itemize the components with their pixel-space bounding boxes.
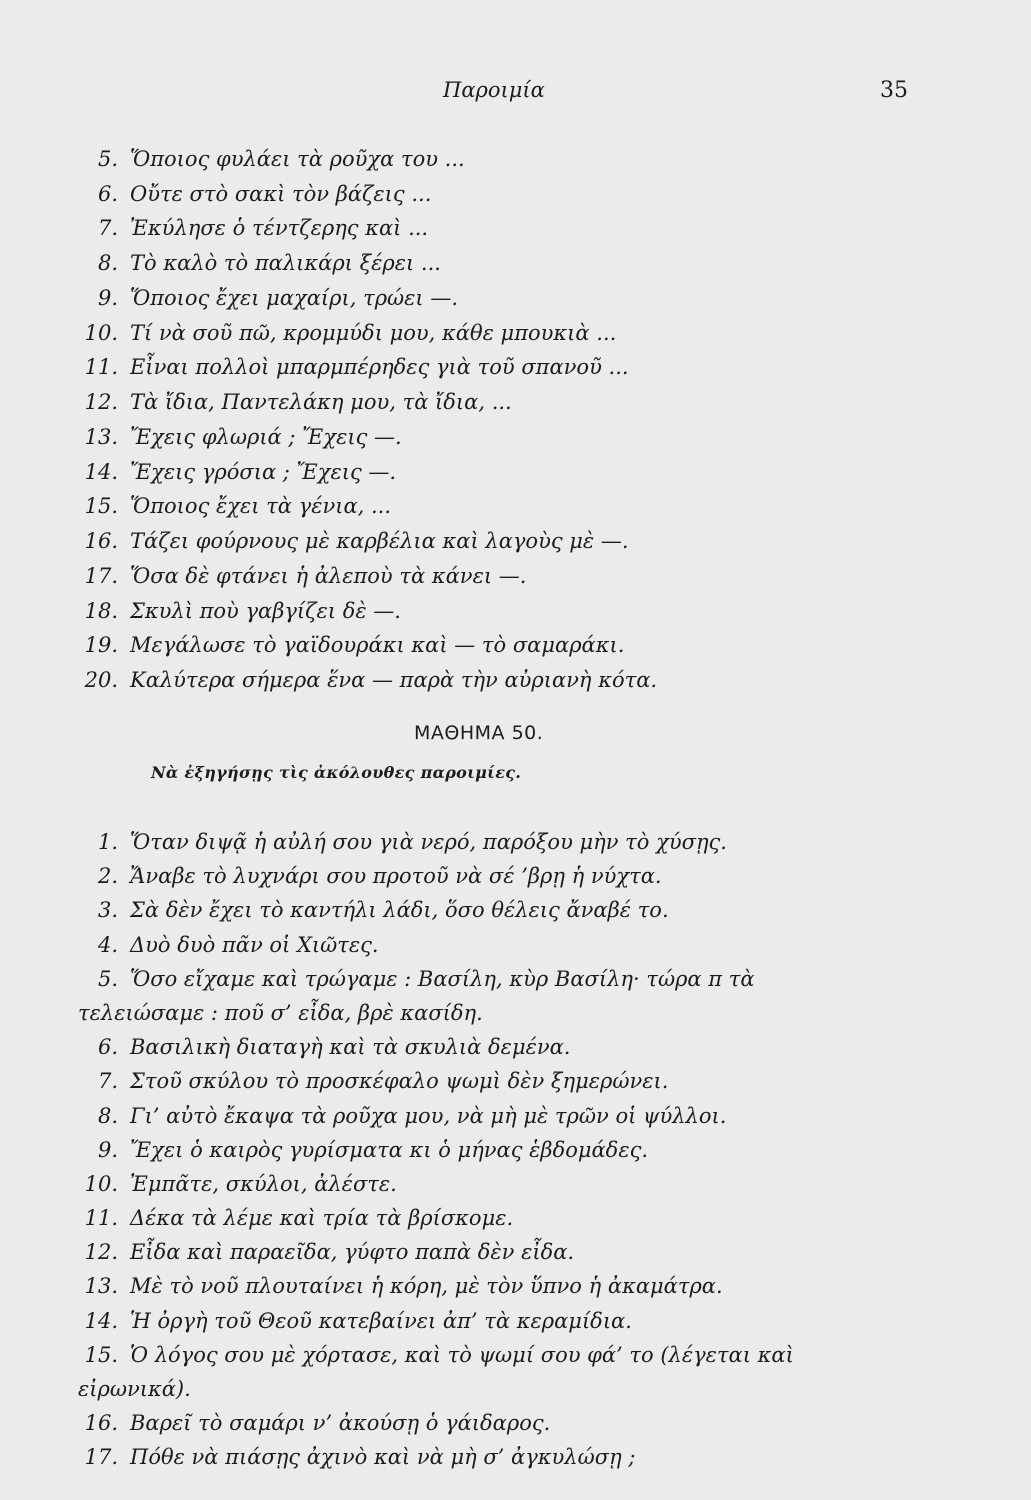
list-item (0, 1406, 1031, 1440)
list-item (0, 246, 1031, 281)
item-text: Ὅποιος φυλάει τὰ ροῦχα του ... (130, 147, 465, 171)
list-item (0, 385, 1031, 420)
list-item (0, 1235, 1031, 1269)
item-text: Ὅσο εἴχαμε καὶ τρώγαμε : Βασίλη, κὺρ Βασίλη· τώρα π τὰ (130, 966, 755, 991)
item-text: Ἔχει ὁ καιρὸς γυρίσματα κι ὁ μήνας ἑβδομάδες. (130, 1137, 649, 1162)
item-number: 5. (97, 966, 118, 991)
item-text: Ἐμπᾶτε, σκύλοι, ἀλέστε. (130, 1171, 397, 1196)
item-text: Καλύτερα σήμερα ἕνα — παρὰ τὴν αὐριανὴ κότα. (130, 668, 658, 693)
list-item (0, 281, 1031, 316)
item-text: Μεγάλωσε τὸ γαϊδουράκι καὶ — τὸ σαμαράκι. (130, 633, 625, 658)
item-text: Βασιλικὴ διαταγὴ καὶ τὰ σκυλιὰ δεμένα. (130, 1035, 571, 1060)
item-number: 10. (84, 320, 118, 345)
page-number: 35 (880, 78, 908, 103)
item-number: 5. (97, 147, 118, 171)
item-text: Βαρεῖ τὸ σαμάρι ν’ ἀκούσῃ ὁ γάιδαρος. (130, 1411, 551, 1436)
list-item (0, 1304, 1031, 1338)
item-number: 7. (97, 216, 118, 241)
item-number: 8. (97, 251, 118, 276)
item-number: 11. (84, 1206, 118, 1231)
list-item (0, 1030, 1031, 1064)
list-item (0, 177, 1031, 212)
item-text: Στοῦ σκύλου τὸ προσκέφαλο ψωμὶ δὲν ξημερώνει. (130, 1069, 669, 1094)
list-item (0, 663, 1031, 698)
item-number: 18. (84, 598, 118, 623)
list-item-continuation (0, 1372, 1031, 1406)
item-number: 9. (97, 1137, 118, 1162)
item-number: 9. (97, 285, 118, 310)
item-text: τελειώσαμε : ποῦ σ’ εἶδα, βρὲ κασίδη. (78, 1000, 483, 1025)
list-item (0, 594, 1031, 629)
item-text: Μὲ τὸ νοῦ πλουταίνει ἡ κόρη, μὲ τὸν ὕπνο ἡ ἀκαμάτρα. (130, 1274, 723, 1299)
list-item (0, 893, 1031, 927)
list-item (0, 420, 1031, 455)
item-text: Σκυλὶ ποὺ γαβγίζει δὲ —. (130, 598, 401, 623)
list-item-continuation (0, 996, 1031, 1030)
item-text: Ὅποιος ἔχει μαχαίρι, τρώει —. (130, 285, 459, 310)
list-item (0, 489, 1031, 524)
list-item (0, 859, 1031, 893)
item-text: Ἔχεις γρόσια ; Ἔχεις —. (130, 459, 397, 484)
list-item (0, 1201, 1031, 1235)
item-number: 6. (97, 181, 118, 206)
item-number: 4. (97, 932, 118, 957)
item-text: εἰρωνικά). (78, 1377, 191, 1401)
item-number: 15. (84, 1342, 118, 1367)
list-item (0, 1167, 1031, 1201)
list-item (0, 628, 1031, 663)
item-text: Τὸ καλὸ τὸ παλικάρι ξέρει ... (130, 251, 441, 276)
section-title: ΜΑΘΗΜΑ 50. (414, 722, 544, 744)
item-text: Δυὸ δυὸ πᾶν οἱ Χιῶτες. (130, 932, 379, 957)
item-number: 2. (97, 864, 118, 889)
item-text: Δέκα τὰ λέμε καὶ τρία τὰ βρίσκομε. (130, 1206, 514, 1231)
item-number: 17. (84, 1445, 118, 1470)
item-number: 3. (97, 898, 118, 923)
item-number: 20. (84, 668, 118, 693)
item-number: 12. (84, 390, 118, 415)
item-number: 16. (84, 529, 118, 554)
list-item (0, 316, 1031, 351)
list-item (0, 524, 1031, 559)
running-head (0, 78, 1031, 108)
list-item (0, 142, 1031, 177)
item-text: Ὅποιος ἔχει τὰ γένια, ... (130, 494, 392, 519)
item-text: Οὔτε στὸ σακὶ τὸν βάζεις ... (130, 181, 432, 206)
item-number: 8. (97, 1103, 118, 1128)
item-text: Ἄναβε τὸ λυχνάρι σου προτοῦ νὰ σέ ’βρῃ ἡ νύχτα. (130, 864, 662, 889)
list-item (0, 1338, 1031, 1372)
list-item (0, 1099, 1031, 1133)
list-item (0, 962, 1031, 996)
list-item (0, 825, 1031, 859)
item-number: 7. (97, 1069, 118, 1094)
item-text: Ὁ λόγος σου μὲ χόρτασε, καὶ τὸ ψωμί σου φά’ το (λέγεται καὶ (130, 1342, 794, 1367)
item-text: Εἶναι πολλοὶ μπαρμπέρηδες γιὰ τοῦ σπανοῦ ... (130, 355, 629, 380)
running-title: Παροιμία (443, 78, 545, 102)
list-item (0, 1440, 1031, 1474)
item-text: Σὰ δὲν ἔχει τὸ καντήλι λάδι, ὅσο θέλεις ἄναβέ το. (130, 898, 669, 923)
item-text: Γι’ αὐτὸ ἔκαψα τὰ ροῦχα μου, νὰ μὴ μὲ τρῶν οἱ ψύλλοι. (130, 1103, 727, 1128)
item-number: 19. (84, 633, 118, 658)
list-item (0, 350, 1031, 385)
list-item (0, 1064, 1031, 1098)
item-number: 6. (97, 1035, 118, 1060)
item-number: 14. (84, 459, 118, 484)
proverb-list-b (0, 825, 1031, 1475)
item-text: Τάζει φούρνους μὲ καρβέλια καὶ λαγοὺς μὲ —. (130, 529, 629, 554)
list-item (0, 1133, 1031, 1167)
item-number: 12. (84, 1240, 118, 1265)
item-number: 10. (84, 1171, 118, 1196)
item-text: Τὰ ἴδια, Παντελάκη μου, τὰ ἴδια, ... (130, 390, 512, 415)
item-number: 15. (84, 494, 118, 519)
item-text: Ἐκύλησε ὁ τέντζερης καὶ ... (130, 216, 429, 241)
list-item (0, 455, 1031, 490)
item-text: Εἶδα καὶ παραεῖδα, γύφτο παπὰ δὲν εἶδα. (130, 1240, 575, 1265)
item-number: 14. (84, 1308, 118, 1333)
item-text: Ἔχεις φλωριά ; Ἔχεις —. (130, 424, 402, 449)
item-text: Ἡ ὀργὴ τοῦ Θεοῦ κατεβαίνει ἀπ’ τὰ κεραμίδια. (130, 1308, 632, 1333)
item-text: Τί νὰ σοῦ πῶ, κρομμύδι μου, κάθε μπουκιὰ ... (130, 320, 617, 345)
item-text: Πόθε νὰ πιάσῃς ἀχινὸ καὶ νὰ μὴ σ’ ἀγκυλώσῃ ; (130, 1445, 636, 1470)
item-number: 13. (84, 1274, 118, 1299)
list-item (0, 1269, 1031, 1303)
item-number: 11. (84, 355, 118, 380)
item-text: Ὅσα δὲ φτάνει ἡ ἀλεποὺ τὰ κάνει —. (130, 563, 527, 588)
item-number: 16. (84, 1411, 118, 1436)
item-text: Ὅταν διψᾷ ἡ αὐλή σου γιὰ νερό, παρόξου μὴν τὸ χύσῃς. (130, 830, 727, 854)
proverb-list-a (0, 142, 1031, 698)
list-item (0, 928, 1031, 962)
item-number: 1. (97, 830, 118, 854)
item-number: 13. (84, 424, 118, 449)
list-item (0, 211, 1031, 246)
section-instruction: Νὰ ἐξηγήσῃς τὶς ἀκόλουθες παροιμίες. (151, 763, 522, 782)
list-item (0, 559, 1031, 594)
item-number: 17. (84, 563, 118, 588)
